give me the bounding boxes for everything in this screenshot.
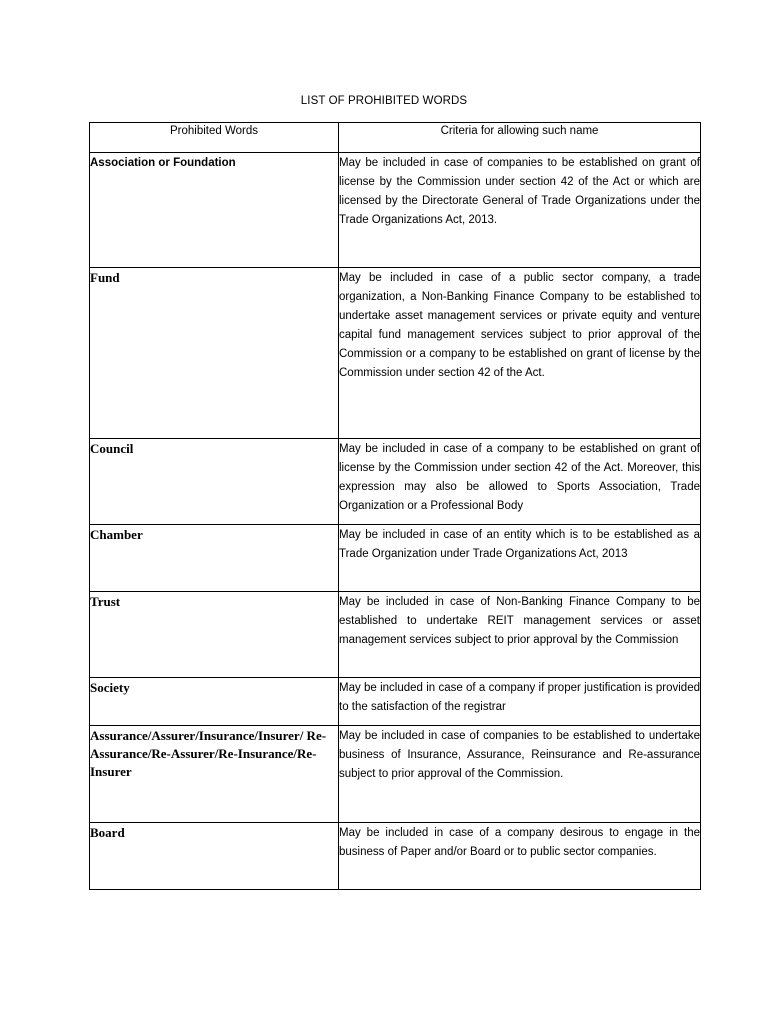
criteria-text: May be included in case of a company if proper justification is provided to the satisfaction of the registrar <box>339 682 700 713</box>
document-title: LIST OF PROHIBITED WORDS <box>300 95 468 107</box>
criteria-cell <box>339 439 701 525</box>
prohibited-word: Chamber <box>90 527 143 542</box>
table-row <box>90 525 701 592</box>
table-header-row <box>90 123 701 153</box>
criteria-cell <box>339 823 701 890</box>
table-row <box>90 268 701 439</box>
criteria-cell <box>339 726 701 823</box>
table-row <box>90 592 701 678</box>
prohibited-word-cell <box>90 268 339 439</box>
header-criteria-label: Criteria for allowing such name <box>440 125 599 137</box>
table-row <box>90 153 701 268</box>
table-row <box>90 726 701 823</box>
criteria-text: May be included in case of Non-Banking Finance Company to be established to undertake REIT management services or asset management services subject to prior approval by the Commission <box>339 596 700 646</box>
prohibited-word-cell <box>90 726 339 823</box>
criteria-text: May be included in case of companies to be established on grant of license by the Commission under section 42 of the Act or which are licensed by the Directorate General of Trade Organizations under the Trade Organizations Act, 2013. <box>339 157 700 226</box>
prohibited-word: Trust <box>90 594 121 609</box>
prohibited-word-cell <box>90 678 339 726</box>
prohibited-word: Board <box>90 825 125 840</box>
prohibited-word: Society <box>90 680 130 695</box>
criteria-text: May be included in case of a public sector company, a trade organization, a Non-Banking Finance Company to be established to undertake asset management services or private equity and venture capital fund management services subject to prior approval of the Commission or a company to be established on grant of license by the Commission under section 42 of the Act. <box>339 272 700 379</box>
criteria-cell <box>339 525 701 592</box>
table-row <box>90 823 701 890</box>
prohibited-word: Council <box>90 441 134 456</box>
prohibited-word: Assurance/Assurer/Insurance/Insurer/ Re-Assurance/Re-Assurer/Re-Insurance/Re-Insurer <box>90 728 327 779</box>
criteria-text: May be included in case of a company to be established on grant of license by the Commission under section 42 of the Act. Moreover, this expression may also be allowed to Sports Association, Trade Organization or a Professional Body <box>339 443 700 512</box>
criteria-cell <box>339 678 701 726</box>
criteria-text: May be included in case of companies to be established to undertake business of Insurance, Assurance, Reinsurance and Re-assurance subject to prior approval of the Commission. <box>339 730 700 780</box>
prohibited-word-cell <box>90 525 339 592</box>
criteria-cell <box>339 153 701 268</box>
prohibited-word: Association or Foundation <box>90 157 236 169</box>
prohibited-word: Fund <box>90 270 120 285</box>
prohibited-word-cell <box>90 823 339 890</box>
criteria-text: May be included in case of a company desirous to engage in the business of Paper and/or Board or to public sector companies. <box>339 827 700 858</box>
prohibited-words-table <box>89 122 701 890</box>
table-row <box>90 678 701 726</box>
table-row <box>90 439 701 525</box>
criteria-cell <box>339 268 701 439</box>
header-criteria <box>339 123 701 153</box>
criteria-cell <box>339 592 701 678</box>
prohibited-word-cell <box>90 439 339 525</box>
header-prohibited-words <box>90 123 339 153</box>
prohibited-word-cell <box>90 592 339 678</box>
criteria-text: May be included in case of an entity which is to be established as a Trade Organization under Trade Organizations Act, 2013 <box>339 529 700 560</box>
header-prohibited-words-label: Prohibited Words <box>170 125 258 137</box>
prohibited-word-cell <box>90 153 339 268</box>
